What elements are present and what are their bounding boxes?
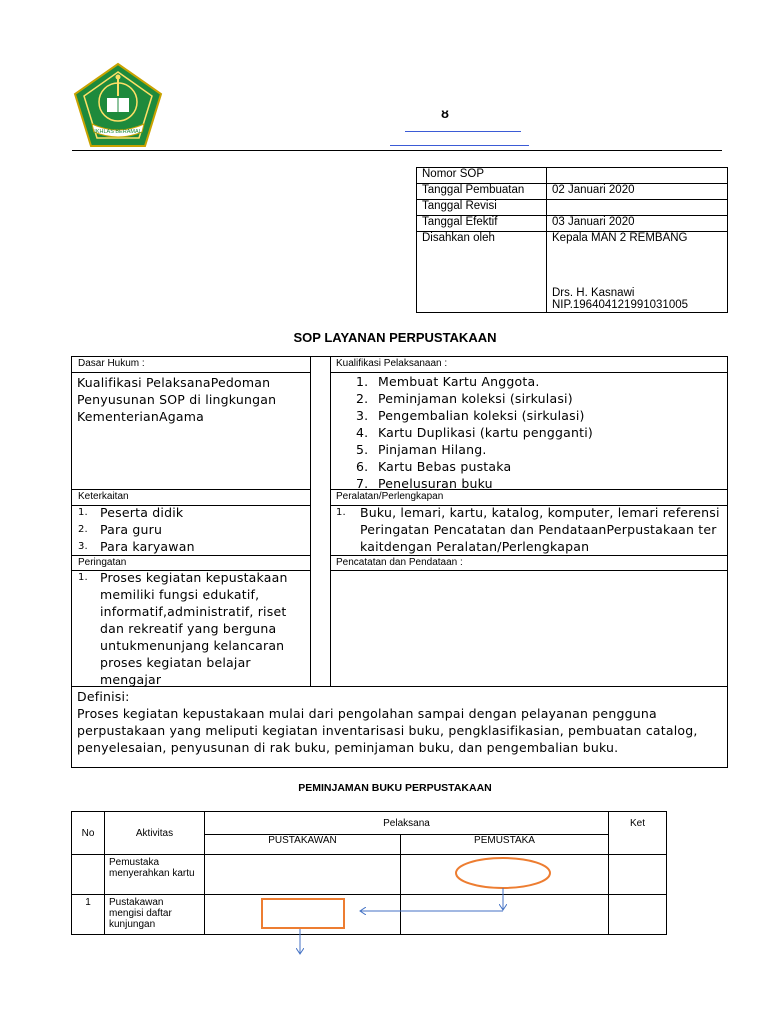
item-text: Kartu Bebas pustaka: [378, 459, 512, 474]
list-item: [356, 373, 726, 390]
list-item: [78, 504, 303, 521]
meta-value: 03 Januari 2020: [547, 216, 728, 232]
table-row: [72, 855, 667, 895]
logo-ribbon-text: IKHLAS BERAMAL: [94, 129, 142, 135]
peralatan-label: Peralatan/Perlengkapan: [336, 491, 444, 502]
page-title: SOP LAYANAN PERPUSTAKAAN: [293, 330, 497, 345]
item-text: Penelusuran buku: [378, 476, 493, 491]
item-number: 3.: [78, 541, 88, 552]
signer-nip: NIP.196404121991031005: [552, 299, 689, 311]
item-number: 1.: [356, 374, 369, 389]
col-pustakawan: PUSTAKAWAN: [205, 835, 401, 855]
item-text: Peserta didik: [100, 505, 184, 520]
meta-row: [417, 168, 728, 184]
meta-row: [417, 184, 728, 200]
list-item: [356, 458, 726, 475]
peringatan-text: Proses kegiatan kepustakaan memiliki fungsi edukatif, informatif,administratif, riset dan rekreatif yang berguna untukmenunjang kelancaran proses kegiatan belajar mengajar: [100, 570, 288, 687]
header-link-line-1[interactable]: [405, 131, 521, 132]
meta-row: [417, 232, 728, 313]
col-pemustaka: PEMUSTAKA: [401, 835, 609, 855]
meta-row: [417, 200, 728, 216]
peralatan-item: [336, 504, 724, 555]
item-text: Para karyawan: [100, 539, 195, 554]
item-number: 1.: [336, 507, 346, 518]
header-rule: [72, 150, 722, 151]
list-item: [356, 407, 726, 424]
item-text: Kartu Duplikasi (kartu pengganti): [378, 425, 593, 440]
list-item: [356, 475, 726, 492]
item-text: Peminjaman koleksi (sirkulasi): [378, 391, 573, 406]
kualifikasi-list: [356, 373, 726, 492]
col-ket: Ket: [609, 812, 667, 855]
meta-approver: Kepala MAN 2 REMBANG: [552, 232, 688, 244]
item-number: 4.: [356, 425, 369, 440]
header-link-line-2[interactable]: [390, 145, 529, 146]
item-number: 5.: [356, 442, 369, 457]
col-no: No: [72, 812, 105, 855]
meta-approval-cell: [547, 232, 728, 313]
meta-value: 02 Januari 2020: [547, 184, 728, 200]
peminjaman-title: PEMINJAMAN BUKU PERPUSTAKAAN: [298, 782, 492, 794]
row-aktivitas: Pustakawan mengisi daftar kunjungan: [105, 895, 205, 935]
item-number: 7.: [356, 476, 369, 491]
list-item: [78, 521, 303, 538]
item-text: Pinjaman Hilang.: [378, 442, 487, 457]
item-number: 3.: [356, 408, 369, 423]
kualifikasi-label: Kualifikasi Pelaksanaan :: [336, 358, 448, 369]
row-no: [72, 855, 105, 895]
row-no: 1: [72, 895, 105, 935]
col-pelaksana: Pelaksana: [205, 812, 609, 835]
list-item: [78, 538, 303, 555]
header-mark: ᴕ: [441, 105, 449, 121]
pencatatan-label: Pencatatan dan Pendataan :: [336, 557, 463, 568]
dasar-hukum-text: Kualifikasi PelaksanaPedoman Penyusunan SOP di lingkungan KementerianAgama: [77, 375, 277, 424]
meta-label: Disahkan oleh: [417, 232, 547, 313]
list-item: [356, 424, 726, 441]
meta-label: Tanggal Revisi: [417, 200, 547, 216]
item-number: 1.: [78, 507, 88, 518]
peringatan-label: Peringatan: [78, 557, 127, 568]
keterkaitan-list: [78, 504, 303, 555]
sop-meta-table: [416, 167, 728, 313]
item-number: 6.: [356, 459, 369, 474]
peminjaman-table: [71, 811, 667, 935]
list-item: [356, 441, 726, 458]
table-row: [72, 895, 667, 935]
sop-box: [71, 356, 728, 768]
meta-label: Nomor SOP: [417, 168, 547, 184]
item-number: 2.: [78, 524, 88, 535]
meta-value: [547, 200, 728, 216]
peringatan-item: [78, 569, 308, 688]
list-item: [356, 390, 726, 407]
meta-value: [547, 168, 728, 184]
item-number: 2.: [356, 391, 369, 406]
item-text: Para guru: [100, 522, 163, 537]
definisi-label: Definisi:: [77, 689, 130, 704]
meta-label: Tanggal Efektif: [417, 216, 547, 232]
row-aktivitas: Pemustaka menyerahkan kartu: [105, 855, 205, 895]
signer-name: Drs. H. Kasnawi: [552, 287, 635, 299]
kemenag-logo: [72, 62, 164, 148]
meta-row: [417, 216, 728, 232]
item-text: Membuat Kartu Anggota.: [378, 374, 540, 389]
item-number: 1.: [78, 572, 88, 583]
peralatan-text: Buku, lemari, kartu, katalog, komputer, lemari referensiPeringatan Pencatatan dan PendataanPerpustakaan terkaitdengan Peralatan/Perlengkapan: [360, 505, 720, 554]
item-text: Pengembalian koleksi (sirkulasi): [378, 408, 585, 423]
dasar-hukum-label: Dasar Hukum :: [78, 358, 145, 369]
keterkaitan-label: Keterkaitan: [78, 491, 129, 502]
definisi-text: Proses kegiatan kepustakaan mulai dari pengolahan sampai dengan pelayanan pengguna perpustakaan yang meliputi kegiatan inventarisasi buku, pengklasifikasian, pembuatan catalog, penyelesaian, penyusunan di rak buku, peminjaman buku, dan pengembalian buku.: [77, 706, 698, 755]
meta-label: Tanggal Pembuatan: [417, 184, 547, 200]
col-aktivitas: Aktivitas: [105, 812, 205, 855]
